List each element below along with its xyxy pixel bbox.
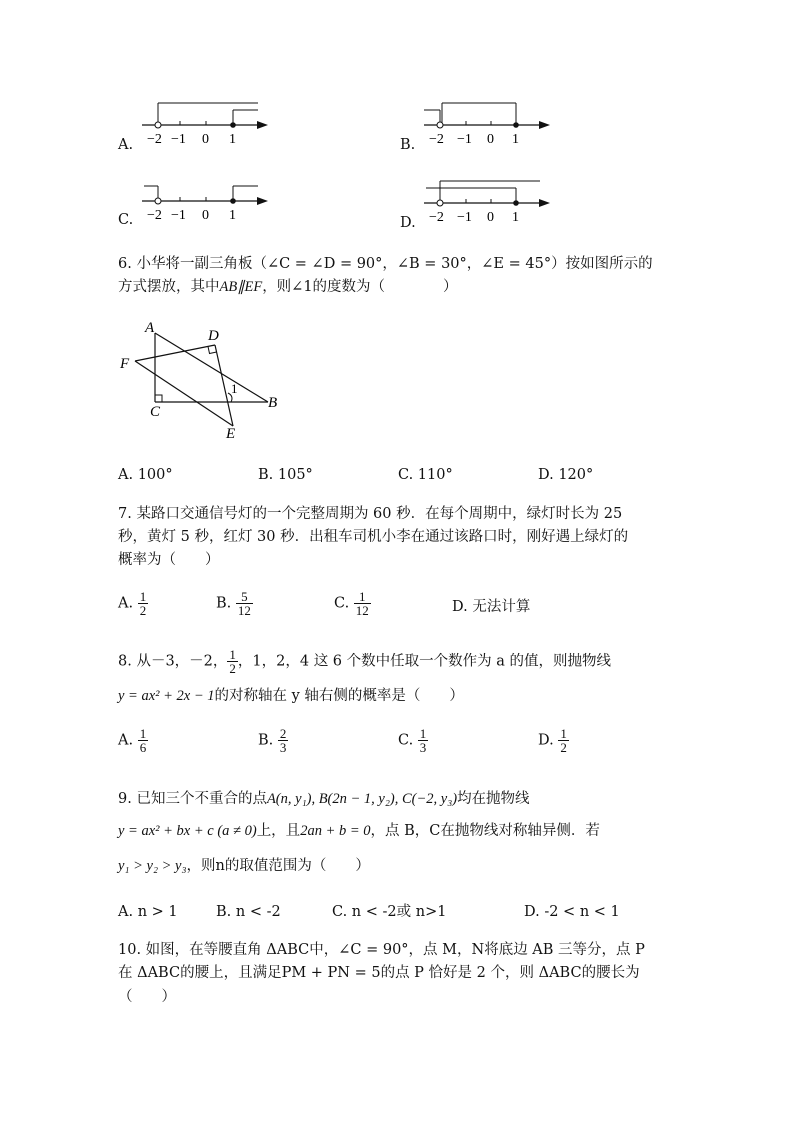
q8-line1: 8. 从－3，－2， $\frac{1}{2}$ ，1，2，4 这 6 个数中任取一个数作为 a 的值，则抛物线: [118, 647, 611, 676]
svg-text:0: 0: [487, 210, 494, 225]
q9-option-c[interactable]: C. n < -2或 n>1: [332, 904, 447, 920]
svg-text:−1: −1: [457, 210, 472, 225]
label-c: C: [150, 404, 161, 420]
label-e: E: [226, 426, 236, 442]
svg-text:1: 1: [512, 132, 519, 147]
q9-option-a[interactable]: A. n > 1: [118, 904, 178, 920]
q7-line2: 秒，黄灯 5 秒，红灯 30 秒．出租车司机小李在通过该路口时，刚好遇上绿灯的: [118, 529, 629, 545]
svg-text:1: 1: [512, 210, 519, 225]
q10-line1: 10. 如图，在等腰直角 ΔABC中，∠C = 90°，点 M，N将底边 AB 三等分，点 P: [118, 942, 645, 958]
svg-text:−2: −2: [147, 208, 162, 223]
label-angle-1: 1: [231, 381, 238, 396]
svg-text:−2: −2: [429, 210, 444, 225]
label-b: B: [268, 395, 278, 411]
tick-neg1: −1: [171, 132, 186, 147]
q7-option-a[interactable]: A. $\frac{1}{2}$: [118, 589, 147, 618]
fraction: $\frac{1}{2}$: [560, 726, 567, 755]
fraction: $\frac{2}{3}$: [279, 726, 287, 755]
fraction: $\frac{1}{3}$: [419, 726, 427, 755]
q10-line3: （ ）: [118, 989, 176, 1005]
q6-option-d[interactable]: D. 120°: [538, 467, 594, 483]
q5-option-a-label[interactable]: A.: [118, 137, 134, 153]
q5-number-line-b: [422, 98, 552, 148]
svg-text:−1: −1: [171, 208, 186, 223]
q5-number-line-a: [140, 98, 270, 148]
q6-option-c[interactable]: C. 110°: [398, 467, 453, 483]
q6-line1: 6. 小华将一副三角板（∠C = ∠D = 90°，∠B = 30°，∠E = 45°）按如图所示的: [118, 256, 653, 272]
q5-number-line-d: [422, 176, 552, 226]
label-a: A: [145, 320, 155, 336]
q6-line2: 方式摆放，其中AB∥EF，则∠1的度数为（ ）: [118, 279, 458, 295]
q7-line1: 7. 某路口交通信号灯的一个完整周期为 60 秒．在每个周期中，绿灯时长为 25: [118, 506, 623, 522]
q10-line2: 在 ΔABC的腰上，且满足PM + PN = 5的点 P 恰好是 2 个，则 ΔABC的腰长为: [118, 965, 640, 981]
q6-option-b[interactable]: B. 105°: [258, 467, 313, 483]
q8-option-a[interactable]: A. $\frac{1}{6}$: [118, 726, 147, 755]
q5-option-b-label[interactable]: B.: [400, 137, 416, 153]
fraction: $\frac{1}{2}$: [139, 589, 147, 618]
q6-triangle-figure: [118, 318, 288, 443]
svg-text:−2: −2: [429, 132, 444, 147]
svg-text:0: 0: [487, 132, 494, 147]
q7-line3: 概率为（ ）: [118, 552, 220, 568]
tick-0: 0: [202, 132, 209, 147]
q5-option-d-label[interactable]: D.: [400, 215, 416, 231]
svg-text:0: 0: [202, 208, 209, 223]
q6-option-a[interactable]: A. 100°: [118, 467, 173, 483]
q9-line2: y = ax² + bx + c (a ≠ 0)上，且2an + b = 0，点 B，C在抛物线对称轴异侧．若: [118, 823, 600, 839]
svg-text:1: 1: [229, 208, 236, 223]
q9-line3: y₁ > y₂ > y₃，则n的取值范围为（ ）: [118, 858, 370, 874]
q9-option-b[interactable]: B. n < -2: [216, 904, 281, 920]
fraction: $\frac{5}{12}$: [237, 589, 251, 618]
fraction: $\frac{1}{6}$: [139, 726, 147, 755]
q8-option-b[interactable]: B. $\frac{2}{3}$: [258, 726, 287, 755]
tick-neg2: −2: [147, 132, 162, 147]
q9-line1: 9. 已知三个不重合的点A(n, y₁), B(2n − 1, y₂), C(−2, y₃)均在抛物线: [118, 791, 530, 807]
label-d: D: [208, 328, 219, 344]
q8-option-d[interactable]: D. $\frac{1}{2}$: [538, 726, 567, 755]
q7-option-c[interactable]: C. $\frac{1}{12}$: [334, 589, 369, 618]
q5-number-line-c: [140, 174, 270, 224]
svg-text:−1: −1: [457, 132, 472, 147]
fraction: $\frac{1}{12}$: [355, 589, 369, 618]
q5-option-c-label[interactable]: C.: [118, 212, 134, 228]
q7-option-d[interactable]: D. 无法计算: [452, 599, 531, 615]
q8-option-c[interactable]: C. $\frac{1}{3}$: [398, 726, 427, 755]
label-f: F: [120, 356, 130, 372]
q8-line2: y = ax² + 2x − 1的对称轴在 y 轴右侧的概率是（ ）: [118, 688, 464, 704]
q9-option-d[interactable]: D. -2 < n < 1: [524, 904, 620, 920]
q7-option-b[interactable]: B. $\frac{5}{12}$: [216, 589, 251, 618]
fraction: $\frac{1}{2}$: [229, 647, 236, 676]
tick-1: 1: [229, 132, 236, 147]
